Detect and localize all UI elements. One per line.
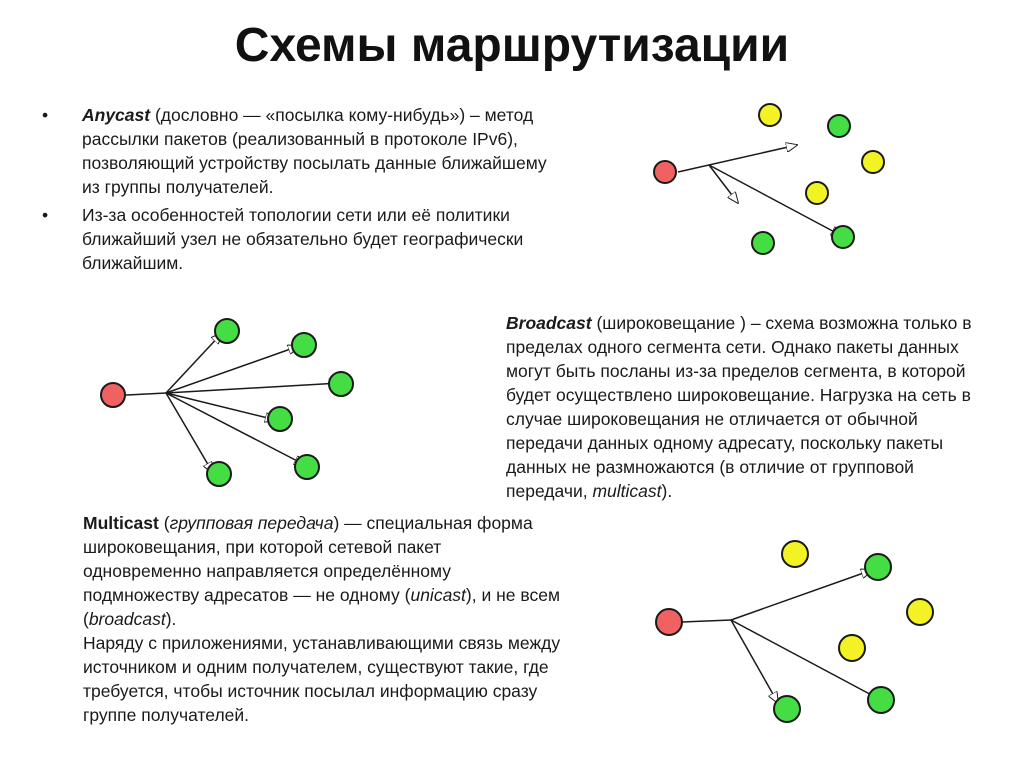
page-title: Схемы маршрутизации xyxy=(234,19,790,72)
anycast-bullet-1-text: (дословно — «посылка кому-нибудь») – метод рассылки пакетов (реализованный в протоколе IPv6), позволяющий устройству посылать данные ближайшему из группы получателей. xyxy=(82,105,547,197)
broadcast-node xyxy=(329,372,353,396)
anycast-target-node xyxy=(832,226,854,248)
anycast-source-node xyxy=(654,161,676,183)
multicast-source-node xyxy=(656,609,682,635)
broadcast-nodes xyxy=(101,319,353,486)
multicast-text-b: ) — специальная форма широковещания, при которой сетевой пакет одновременно направляется определённому подмножеству адресатов — не одному ( xyxy=(83,513,533,605)
broadcast-source-node xyxy=(101,383,125,407)
broadcast-term: Broadcast xyxy=(506,313,592,333)
multicast-node xyxy=(907,599,933,625)
anycast-node xyxy=(806,182,828,204)
broadcast-text-2: ). xyxy=(661,481,673,501)
anycast-node xyxy=(862,151,884,173)
anycast-nodes xyxy=(654,104,884,254)
multicast-node xyxy=(839,635,865,661)
broadcast-node xyxy=(268,407,292,431)
multicast-trunk xyxy=(682,620,731,622)
multicast-nodes xyxy=(656,541,933,722)
multicast-broadcast: broadcast xyxy=(88,609,166,629)
multicast-unicast: unicast xyxy=(410,585,466,605)
broadcast-term-multicast: multicast xyxy=(592,481,662,501)
multicast-group-node xyxy=(865,554,891,580)
anycast-node xyxy=(752,232,774,254)
broadcast-arrow-1 xyxy=(166,333,222,393)
broadcast-node xyxy=(207,462,231,486)
multicast-group-node xyxy=(774,696,800,722)
multicast-text-c: ), и не всем ( xyxy=(83,585,560,629)
multicast-arrow-1 xyxy=(731,570,872,620)
anycast-node xyxy=(759,104,781,126)
broadcast-arrow-4 xyxy=(166,393,276,420)
multicast-node xyxy=(782,541,808,567)
multicast-term: Multicast xyxy=(83,513,159,533)
multicast-text-d: ). xyxy=(165,609,177,629)
broadcast-text-1: (широковещание ) – схема возможна только в пределах одного сегмента сети. Однако пакеты данных могут быть посланы из-за пределов сегмента, в которой будет осуществлено широковещание. Нагрузка на сеть в случае широковещания не отличается от обычной передачи данных одному адресату, поскольку пакеты данных не размножаются (в отличие от групповой передачи, xyxy=(506,313,972,501)
broadcast-node xyxy=(295,455,319,479)
broadcast-node xyxy=(292,333,316,357)
broadcast-node xyxy=(215,319,239,343)
anycast-node xyxy=(828,115,850,137)
broadcast-trunk xyxy=(126,393,166,395)
anycast-arrow-1 xyxy=(678,145,797,172)
multicast-paragraph-2: Наряду с приложениями, устанавливающими связь между источником и одним получателем, существуют такие, где требуется, чтобы источник посылал информацию сразу группе получателей. xyxy=(83,633,561,725)
multicast-group-node xyxy=(868,687,894,713)
multicast-text-a: ( xyxy=(158,513,170,533)
multicast-term-ru: групповая передача xyxy=(169,513,334,533)
anycast-bullet-2-text: Из-за особенностей топологии сети или её политики ближайший узел не обязательно будет географически ближайшим. xyxy=(82,205,524,273)
anycast-term: Anycast xyxy=(82,105,151,125)
anycast-arrow-2 xyxy=(709,165,738,203)
